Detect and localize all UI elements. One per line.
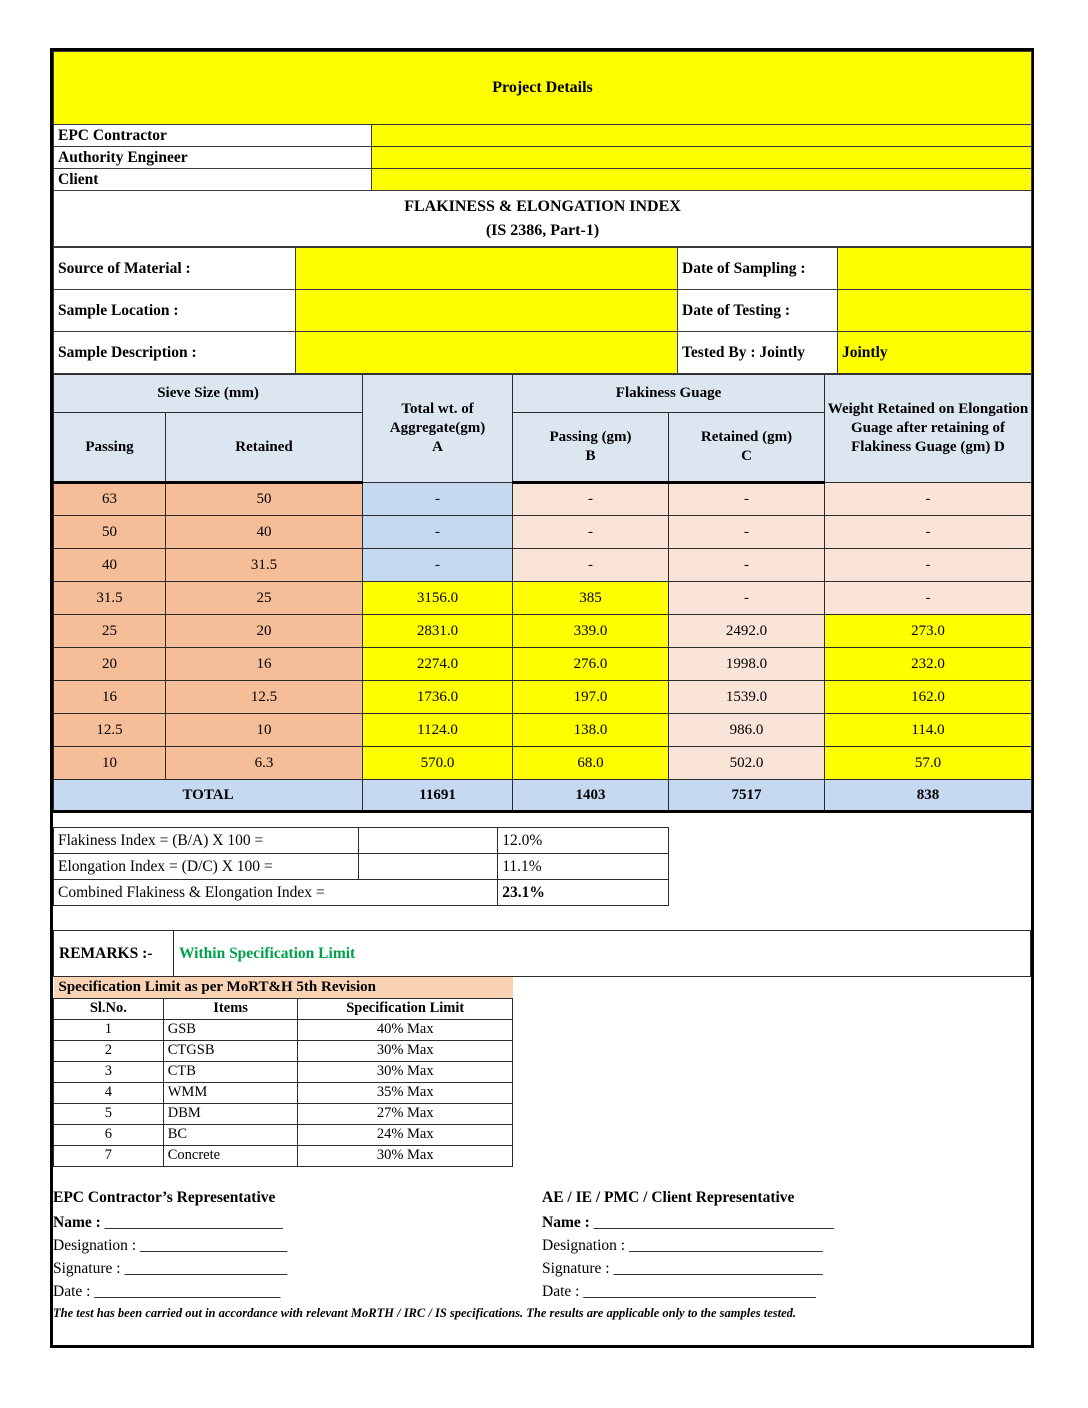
table-row (54, 483, 1032, 516)
cell-elongation[interactable]: - (825, 483, 1032, 516)
table-row (54, 828, 669, 854)
cell-elongation[interactable]: 162.0 (825, 681, 1032, 714)
cell-total-weight[interactable]: - (363, 549, 513, 582)
spec-slno: 3 (54, 1061, 164, 1082)
contractor-date-label: Date : (53, 1282, 95, 1300)
spec-header-limit: Specification Limit (298, 998, 513, 1019)
client-signature-label: Signature : (542, 1259, 614, 1277)
elongation-index-label: Elongation Index = (D/C) X 100 = (54, 854, 359, 880)
table-row (54, 1124, 513, 1145)
contractor-date-line (53, 1283, 542, 1306)
contractor-signature-column (53, 1189, 542, 1306)
sieve-analysis-table (53, 374, 1032, 813)
source-of-material-label: Source of Material : (54, 248, 296, 290)
contractor-name-line (53, 1214, 542, 1237)
authority-engineer-label: Authority Engineer (54, 147, 372, 169)
total-label: TOTAL (54, 780, 363, 812)
tested-by-value[interactable]: Jointly (838, 332, 1032, 374)
contractor-name-label: Name : (53, 1213, 105, 1231)
cell-fg-passing[interactable]: 339.0 (513, 615, 669, 648)
cell-elongation[interactable]: 57.0 (825, 747, 1032, 780)
spec-title: Specification Limit as per MoRT&H 5th Revision (54, 977, 513, 998)
client-label: Client (54, 169, 372, 191)
header-flakiness-guage: Flakiness Guage (513, 375, 825, 413)
table-row (54, 582, 1032, 615)
cell-elongation[interactable]: 114.0 (825, 714, 1032, 747)
spec-slno: 2 (54, 1040, 164, 1061)
cell-fg-passing[interactable]: 385 (513, 582, 669, 615)
sample-description-label: Sample Description : (54, 332, 296, 374)
date-of-testing-label: Date of Testing : (678, 290, 838, 332)
client-signature-rule[interactable]: ___________________________ (613, 1259, 823, 1277)
cell-total-weight[interactable]: 570.0 (363, 747, 513, 780)
footnote-text: The test has been carried out in accordance with relevant MoRTH / IRC / IS specifications. The results are applicable only to the samples tested. (53, 1305, 797, 1320)
client-designation-label: Designation : (542, 1236, 629, 1254)
date-of-sampling-label: Date of Sampling : (678, 248, 838, 290)
remarks-value[interactable]: Within Specification Limit (173, 931, 1030, 977)
cell-elongation[interactable]: - (825, 582, 1032, 615)
table-row (54, 880, 669, 906)
cell-passing: 63 (54, 483, 166, 516)
header-fg-retained (669, 413, 825, 483)
table-row (54, 931, 1031, 977)
header-total-weight-text: Total wt. of Aggregate(gm) (389, 401, 486, 437)
spec-limit: 24% Max (298, 1124, 513, 1145)
total-weight-sum: 11691 (363, 780, 513, 812)
header-fg-passing (513, 413, 669, 483)
cell-total-weight[interactable]: 1736.0 (363, 681, 513, 714)
cell-elongation[interactable]: 232.0 (825, 648, 1032, 681)
total-fg-retained-sum: 7517 (669, 780, 825, 812)
table-row (54, 1103, 513, 1124)
cell-total-weight[interactable]: 3156.0 (363, 582, 513, 615)
cell-elongation[interactable]: 273.0 (825, 615, 1032, 648)
spec-header-slno: Sl.No. (54, 998, 164, 1019)
table-row (54, 681, 1032, 714)
cell-retained: 40 (166, 516, 363, 549)
spec-slno: 7 (54, 1145, 164, 1166)
spec-slno: 6 (54, 1124, 164, 1145)
cell-retained: 20 (166, 615, 363, 648)
cell-fg-retained[interactable]: - (669, 582, 825, 615)
contractor-name-rule[interactable]: _______________________ (104, 1213, 283, 1231)
client-designation-rule[interactable]: _________________________ (628, 1236, 823, 1254)
epc-contractor-label: EPC Contractor (54, 125, 372, 147)
cell-fg-retained[interactable]: - (669, 549, 825, 582)
spec-item: WMM (163, 1082, 298, 1103)
client-name-line (542, 1214, 1031, 1237)
cell-passing: 50 (54, 516, 166, 549)
test-title-cell (54, 191, 1032, 247)
authority-engineer-value[interactable] (372, 147, 1032, 169)
cell-passing: 16 (54, 681, 166, 714)
spec-limit: 35% Max (298, 1082, 513, 1103)
contractor-title: EPC Contractor’s Representative (53, 1188, 276, 1206)
cell-passing: 10 (54, 747, 166, 780)
sample-location-value[interactable] (296, 290, 678, 332)
spec-item: Concrete (163, 1145, 298, 1166)
cell-fg-passing[interactable]: - (513, 516, 669, 549)
source-of-material-value[interactable] (296, 248, 678, 290)
client-name-rule[interactable]: _______________________________ (593, 1213, 834, 1231)
cell-fg-passing[interactable]: 197.0 (513, 681, 669, 714)
footnote-row (53, 1306, 1031, 1321)
table-row (54, 648, 1032, 681)
cell-fg-retained[interactable]: - (669, 516, 825, 549)
table-row (54, 1145, 513, 1166)
client-name-label: Name : (542, 1213, 594, 1231)
cell-retained: 16 (166, 648, 363, 681)
cell-total-weight[interactable]: - (363, 483, 513, 516)
spec-item: CTB (163, 1061, 298, 1082)
spec-slno: 5 (54, 1103, 164, 1124)
table-row (54, 1082, 513, 1103)
project-details-title: Project Details (54, 52, 1032, 125)
client-signature-line (542, 1260, 1031, 1283)
spec-item: DBM (163, 1103, 298, 1124)
cell-retained: 25 (166, 582, 363, 615)
spec-limit: 30% Max (298, 1040, 513, 1061)
test-title-row (54, 191, 1032, 247)
client-date-label: Date : (542, 1282, 584, 1300)
cell-passing: 40 (54, 549, 166, 582)
flakiness-index-input[interactable] (358, 828, 498, 854)
date-of-sampling-value[interactable] (838, 248, 1032, 290)
cell-passing: 31.5 (54, 582, 166, 615)
cell-fg-passing[interactable]: 68.0 (513, 747, 669, 780)
contractor-signature-rule[interactable]: _____________________ (124, 1259, 288, 1277)
header-sieve-size: Sieve Size (mm) (54, 375, 363, 413)
header-elongation-weight: Weight Retained on Elongation Guage after retaining of Flakiness Guage (gm) D (825, 375, 1032, 483)
elongation-index-value: 11.1% (498, 854, 669, 880)
combined-index-value: 23.1% (498, 880, 669, 906)
header-passing: Passing (54, 413, 166, 483)
spec-limit: 30% Max (298, 1061, 513, 1082)
spec-limit: 40% Max (298, 1019, 513, 1040)
specification-limit-table (53, 977, 513, 1167)
table-row (54, 1019, 513, 1040)
contractor-signature-label: Signature : (53, 1259, 125, 1277)
contractor-designation-label: Designation : (53, 1236, 140, 1254)
spec-item: GSB (163, 1019, 298, 1040)
client-date-rule[interactable]: ______________________________ (583, 1282, 816, 1300)
cell-passing: 25 (54, 615, 166, 648)
cell-passing: 12.5 (54, 714, 166, 747)
tested-by-label: Tested By : Jointly (678, 332, 838, 374)
cell-total-weight[interactable]: - (363, 516, 513, 549)
remarks-table (53, 930, 1031, 977)
signature-row (53, 1189, 1031, 1306)
cell-fg-passing[interactable]: - (513, 483, 669, 516)
cell-fg-passing[interactable]: 138.0 (513, 714, 669, 747)
contractor-signature-line (53, 1260, 542, 1283)
spec-header-row (54, 998, 513, 1019)
header-total-weight-symbol: A (432, 438, 443, 455)
header-fg-retained-text: Retained (gm) (700, 429, 793, 446)
contractor-designation-rule[interactable]: ___________________ (139, 1236, 288, 1254)
header-retained: Retained (166, 413, 363, 483)
cell-fg-retained[interactable]: - (669, 483, 825, 516)
table-row (54, 125, 1032, 147)
contractor-designation-line (53, 1237, 542, 1260)
date-of-testing-value[interactable] (838, 290, 1032, 332)
cell-retained: 12.5 (166, 681, 363, 714)
cell-retained: 31.5 (166, 549, 363, 582)
spec-item: BC (163, 1124, 298, 1145)
table-row (54, 854, 669, 880)
total-row (54, 780, 1032, 812)
report-sheet (50, 48, 1034, 1348)
cell-retained: 10 (166, 714, 363, 747)
table-row (54, 248, 1032, 290)
cell-fg-retained[interactable]: 1998.0 (669, 648, 825, 681)
spec-limit: 27% Max (298, 1103, 513, 1124)
spec-header-items: Items (163, 998, 298, 1019)
table-row (54, 290, 1032, 332)
header-total-weight (363, 375, 513, 483)
flakiness-index-value: 12.0% (498, 828, 669, 854)
header-fg-retained-symbol: C (741, 448, 752, 464)
cell-fg-passing[interactable]: 276.0 (513, 648, 669, 681)
table-row (54, 147, 1032, 169)
combined-index-label: Combined Flakiness & Elongation Index = (54, 880, 498, 906)
spec-slno: 1 (54, 1019, 164, 1040)
table-row (54, 169, 1032, 191)
sieve-header-row-1 (54, 375, 1032, 413)
table-row (54, 747, 1032, 780)
cell-fg-retained[interactable]: 986.0 (669, 714, 825, 747)
elongation-index-input[interactable] (358, 854, 498, 880)
spec-title-row (54, 977, 513, 998)
index-calculation-table (53, 827, 669, 906)
sample-location-label: Sample Location : (54, 290, 296, 332)
contractor-date-rule[interactable]: ________________________ (94, 1282, 281, 1300)
spec-slno: 4 (54, 1082, 164, 1103)
client-title: AE / IE / PMC / Client Representative (542, 1188, 795, 1206)
table-row (54, 549, 1032, 582)
project-details-table (53, 51, 1032, 247)
cell-total-weight[interactable]: 2831.0 (363, 615, 513, 648)
cell-retained: 6.3 (166, 747, 363, 780)
signature-block (53, 1189, 1031, 1321)
cell-fg-retained[interactable]: 1539.0 (669, 681, 825, 714)
client-value[interactable] (372, 169, 1032, 191)
flakiness-index-label: Flakiness Index = (B/A) X 100 = (54, 828, 359, 854)
total-fg-passing-sum: 1403 (513, 780, 669, 812)
cell-elongation[interactable]: - (825, 549, 1032, 582)
table-row (54, 1040, 513, 1061)
spec-item: CTGSB (163, 1040, 298, 1061)
table-row (54, 332, 1032, 374)
table-row (54, 714, 1032, 747)
spec-limit: 30% Max (298, 1145, 513, 1166)
header-fg-passing-symbol: B (585, 448, 596, 464)
cell-fg-retained[interactable]: 2492.0 (669, 615, 825, 648)
project-title-row (54, 52, 1032, 125)
sample-description-value[interactable] (296, 332, 678, 374)
client-designation-line (542, 1237, 1031, 1260)
table-row (54, 615, 1032, 648)
header-fg-passing-text: Passing (gm) (549, 429, 632, 446)
remarks-label: REMARKS :- (54, 931, 174, 977)
table-row (54, 516, 1032, 549)
epc-contractor-value[interactable] (372, 125, 1032, 147)
total-elongation-sum: 838 (825, 780, 1032, 812)
table-row (54, 1061, 513, 1082)
client-signature-column (542, 1189, 1031, 1306)
test-title-line2: (IS 2386, Part-1) (485, 221, 600, 239)
cell-passing: 20 (54, 648, 166, 681)
cell-fg-passing[interactable]: - (513, 549, 669, 582)
cell-total-weight[interactable]: 1124.0 (363, 714, 513, 747)
cell-total-weight[interactable]: 2274.0 (363, 648, 513, 681)
test-title-line1: FLAKINESS & ELONGATION INDEX (404, 198, 681, 216)
cell-elongation[interactable]: - (825, 516, 1032, 549)
sample-info-table (53, 247, 1032, 374)
client-date-line (542, 1283, 1031, 1306)
cell-fg-retained[interactable]: 502.0 (669, 747, 825, 780)
cell-retained: 50 (166, 483, 363, 516)
